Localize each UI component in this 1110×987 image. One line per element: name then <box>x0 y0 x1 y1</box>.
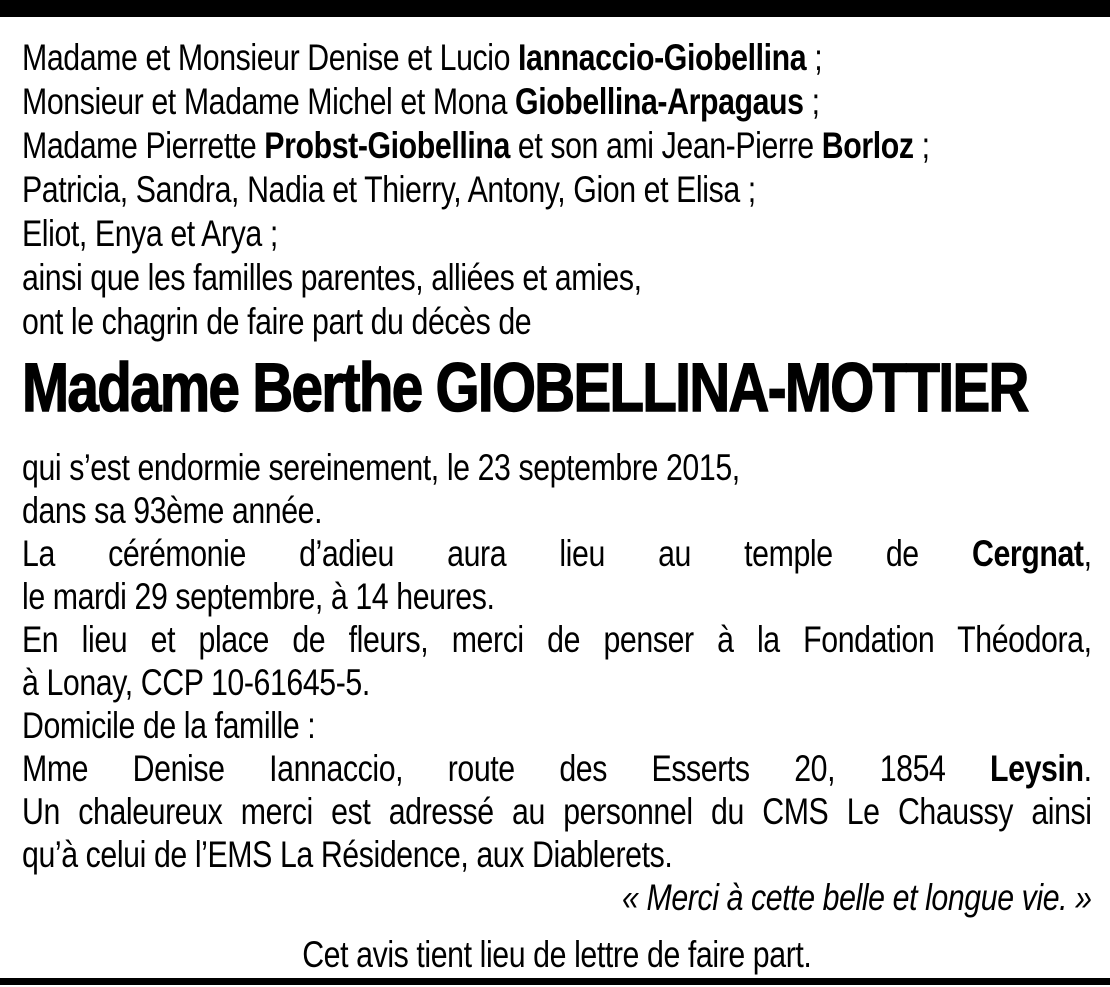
text-segment: ainsi que les familles parentes, alliées et amies, <box>22 257 642 298</box>
text-segment: qu’à celui de l’EMS La Résidence, aux Diablerets. <box>22 834 673 875</box>
family-line <box>22 300 1092 344</box>
body-line <box>22 661 1092 704</box>
family-line <box>22 80 1092 124</box>
text-segment: ; <box>913 125 930 166</box>
text-segment: ; <box>803 81 820 122</box>
body-line <box>22 704 1092 747</box>
text-segment: Monsieur et Madame Michel et Mona <box>22 81 516 122</box>
body-line <box>22 833 1092 876</box>
text-segment: Madame et Monsieur Denise et Lucio <box>22 37 519 78</box>
notice-body <box>22 446 1092 876</box>
text-segment: Domicile de la famille : <box>22 705 316 746</box>
text-segment: . <box>1083 748 1092 789</box>
emphasized-name: Cergnat <box>971 533 1084 574</box>
text-segment: En lieu et place de fleurs, merci de penser à la Fondation Théodora, <box>22 619 1092 660</box>
memorial-quote: « Merci à cette belle et longue vie. » <box>622 877 1092 918</box>
body-line <box>22 790 1092 833</box>
text-segment: Mme Denise Iannaccio, route des Esserts 20, 1854 <box>22 748 991 789</box>
text-segment: ; <box>806 37 823 78</box>
notice-content <box>22 36 1092 975</box>
emphasized-name: Borloz <box>821 125 914 166</box>
emphasized-name: Iannaccio-Giobellina <box>518 37 807 78</box>
text-segment: à Lonay, CCP 10-61645-5. <box>22 662 370 703</box>
text-segment: Eliot, Enya et Arya ; <box>22 213 278 254</box>
text-segment: , <box>1083 533 1092 574</box>
body-line <box>22 446 1092 489</box>
text-segment: Madame Pierrette <box>22 125 265 166</box>
top-rule <box>0 0 1110 17</box>
deceased-name-title: Madame Berthe GIOBELLINA-MOTTIER <box>22 349 1028 426</box>
text-segment: dans sa 93ème année. <box>22 490 323 531</box>
body-line <box>22 618 1092 661</box>
emphasized-name: Probst-Giobellina <box>264 125 510 166</box>
body-line <box>22 489 1092 532</box>
text-segment: Un chaleureux merci est adressé au personnel du CMS Le Chaussy ainsi <box>22 791 1092 832</box>
text-segment: le mardi 29 septembre, à 14 heures. <box>22 576 495 617</box>
emphasized-name: Giobellina-Arpagaus <box>515 81 804 122</box>
emphasized-name: Leysin <box>990 748 1084 789</box>
family-line <box>22 212 1092 256</box>
text-segment: et son ami Jean-Pierre <box>509 125 822 166</box>
text-segment: ont le chagrin de faire part du décès de <box>22 301 532 342</box>
family-line <box>22 256 1092 300</box>
body-line <box>22 575 1092 618</box>
bottom-rule <box>0 978 1110 985</box>
family-list <box>22 36 1092 344</box>
family-line <box>22 168 1092 212</box>
text-segment: Patricia, Sandra, Nadia et Thierry, Antony, Gion et Elisa ; <box>22 169 756 210</box>
text-segment: qui s’est endormie sereinement, le 23 septembre 2015, <box>22 447 740 488</box>
family-line <box>22 36 1092 80</box>
family-line <box>22 124 1092 168</box>
footer-note: Cet avis tient lieu de lettre de faire part. <box>302 934 812 975</box>
body-line <box>22 532 1092 575</box>
body-line <box>22 747 1092 790</box>
text-segment: La cérémonie d’adieu aura lieu au temple de <box>22 533 972 574</box>
